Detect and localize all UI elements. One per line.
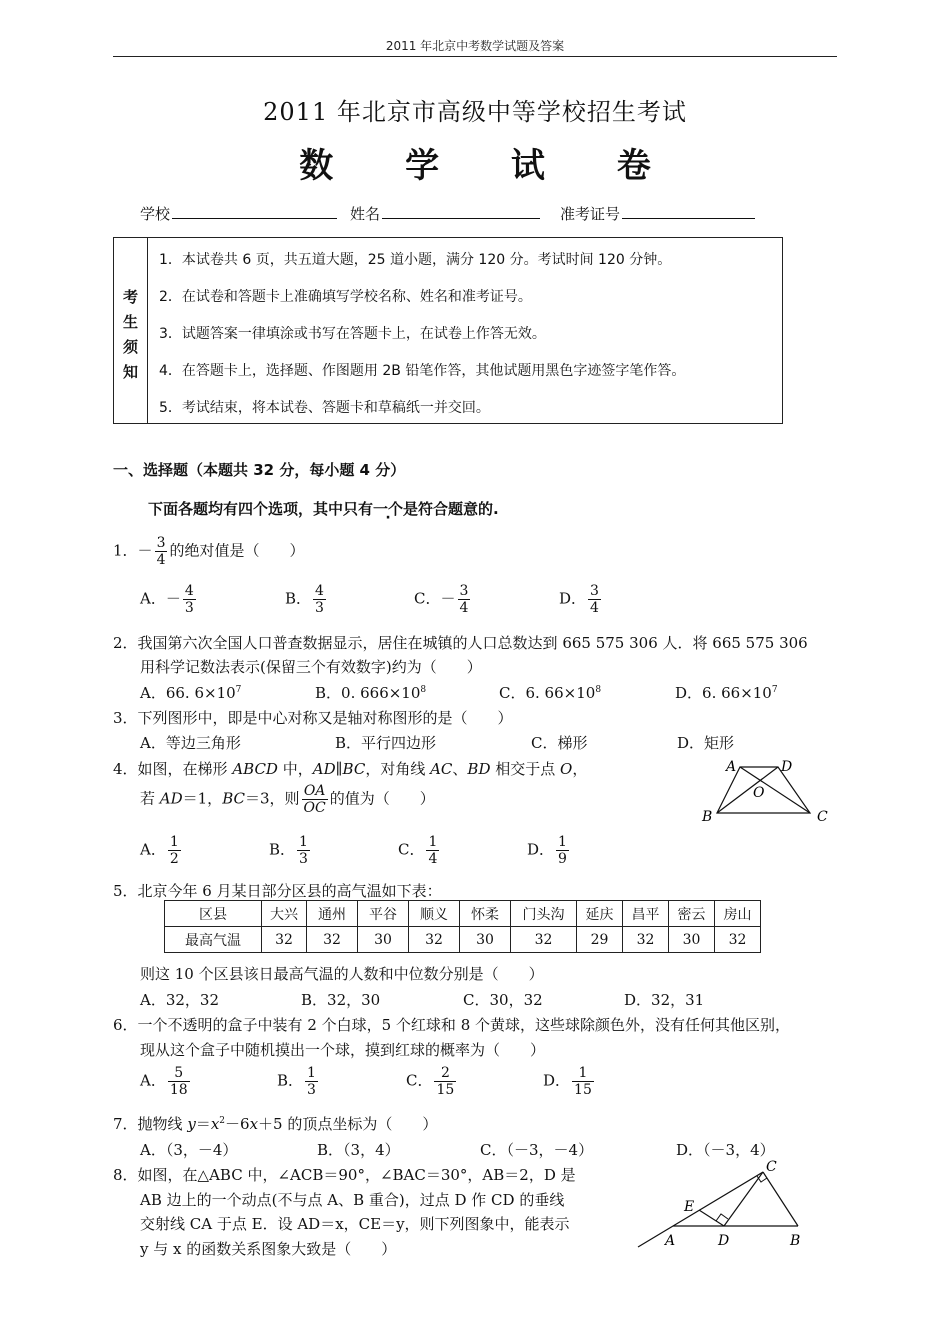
notice-side-char: 须	[122, 338, 138, 356]
question-4-line-2: 若 AD＝1，BC＝3，则 $\frac{OA}{OC}$ 的值为（ ）	[140, 783, 435, 817]
label-A: A	[665, 1233, 676, 1249]
emphasis-text: 一个	[373, 500, 404, 518]
exam-no-label: 准考证号	[560, 205, 621, 223]
q4-option-c[interactable]: C． $\frac{1}{4}$	[398, 834, 438, 868]
label-A: A	[726, 759, 737, 775]
q7-option-b[interactable]: B．（3，4）	[317, 1141, 400, 1159]
table-cell: 怀柔	[460, 901, 511, 927]
question-8-line-3: 交射线 CA 于点 E．设 AD＝x，CE＝y，则下列图象中，能表示	[140, 1215, 570, 1233]
q1-option-d[interactable]: D． $\frac{3}{4}$	[559, 583, 599, 617]
q7-option-c[interactable]: C．（－3，－4）	[480, 1141, 594, 1159]
question-8-line-1: 8．如图，在△ABC 中，∠ACB＝90°，∠BAC＝30°，AB＝2，D 是	[113, 1166, 576, 1184]
q6-option-a[interactable]: A． $\frac{5}{18}$	[140, 1065, 188, 1099]
school-label: 学校	[140, 205, 171, 223]
table-cell: 大兴	[262, 901, 307, 927]
q5-option-c[interactable]: C．30，32	[463, 991, 543, 1009]
notice-item: 1．本试卷共 6 页，共五道大题，25 道小题，满分 120 分。考试时间 120 分钟。	[159, 252, 672, 268]
question-4-line-1: 4．如图，在梯形 ABCD 中，AD∥BC，对角线 AC、BD 相交于点 O，	[113, 760, 588, 778]
q1-option-b[interactable]: B． $\frac{4}{3}$	[285, 583, 324, 617]
running-header: 2011 年北京中考数学试题及答案	[385, 39, 565, 53]
candidate-notice-box	[113, 237, 783, 424]
table-cell: 32	[511, 927, 577, 953]
q4-option-d[interactable]: D． $\frac{1}{9}$	[527, 834, 567, 868]
name-field	[350, 203, 540, 224]
q2-option-c[interactable]: C．6. $66\times 10^8$	[499, 684, 602, 702]
q3-option-d[interactable]: D．矩形	[677, 734, 735, 752]
section-intro: 下面各题均有四个选项，其中只有一个是符合题意的.	[148, 500, 499, 518]
table-cell: 最高气温	[165, 927, 262, 953]
label-C: C	[766, 1159, 777, 1175]
table-row	[165, 927, 761, 953]
q5-option-a[interactable]: A．32，32	[140, 991, 220, 1009]
q4-option-a[interactable]: A． $\frac{1}{2}$	[140, 834, 179, 868]
name-blank[interactable]	[382, 203, 540, 219]
q4-option-b[interactable]: B． $\frac{1}{3}$	[269, 834, 308, 868]
question-8-line-2: AB 边上的一个动点(不与点 A、B 重合)，过点 D 作 CD 的垂线	[140, 1191, 565, 1209]
table-cell: 30	[669, 927, 715, 953]
question-3: 3．下列图形中，即是中心对称又是轴对称图形的是（ ）	[113, 709, 513, 727]
q3-option-a[interactable]: A．等边三角形	[140, 734, 241, 752]
q5-option-b[interactable]: B．32，30	[301, 991, 381, 1009]
table-cell: 32	[715, 927, 761, 953]
header-rule	[113, 56, 837, 57]
question-5: 5．北京今年 6 月某日部分区县的高气温如下表：	[113, 882, 442, 900]
q6-option-b[interactable]: B． $\frac{1}{3}$	[277, 1065, 316, 1099]
notice-item: 5．考试结束，将本试卷、答题卡和草稿纸一并交回。	[159, 400, 490, 416]
question-6-line-1: 6．一个不透明的盒子中装有 2 个白球，5 个红球和 8 个黄球，这些球除颜色外，没有任何其他区别，	[113, 1016, 791, 1034]
table-cell: 昌平	[623, 901, 669, 927]
exam-title: 2011 年北京市高级中等学校招生考试	[263, 98, 687, 126]
label-E: E	[684, 1199, 695, 1215]
label-B: B	[702, 809, 713, 825]
q2-option-b[interactable]: B．0. $666\times 10^8$	[315, 684, 427, 702]
label-O: O	[753, 785, 765, 801]
label-D: D	[781, 759, 793, 775]
q1-option-c[interactable]: C．－ $\frac{3}{4}$	[414, 583, 469, 617]
name-label: 姓名	[350, 205, 381, 223]
table-cell: 房山	[715, 901, 761, 927]
fraction: $\frac{3}{4}$	[156, 535, 166, 569]
table-cell: 密云	[669, 901, 715, 927]
q7-option-d[interactable]: D．（－3，4）	[676, 1141, 775, 1159]
triangle-figure	[630, 1155, 810, 1255]
table-cell: 32	[307, 927, 358, 953]
school-blank[interactable]	[172, 203, 337, 219]
q6-option-c[interactable]: C． $\frac{2}{15}$	[406, 1065, 455, 1099]
q2-option-d[interactable]: D．6. $66\times 10^7$	[675, 684, 778, 702]
notice-item: 3．试题答案一律填涂或书写在答题卡上，在试卷上作答无效。	[159, 326, 546, 342]
question-8-line-4: y 与 x 的函数关系图象大致是（ ）	[140, 1240, 397, 1258]
table-cell: 32	[409, 927, 460, 953]
q5-option-d[interactable]: D．32，31	[624, 991, 705, 1009]
question-1: 1．－ $\frac{3}{4}$ 的绝对值是（ ）	[113, 535, 305, 569]
question-2-line-2: 用科学记数法表示(保留三个有效数字)约为（ ）	[140, 658, 482, 676]
exam-no-blank[interactable]	[622, 203, 755, 219]
q3-option-b[interactable]: B．平行四边形	[335, 734, 437, 752]
question-5-line-2: 则这 10 个区县该日最高气温的人数和中位数分别是（ ）	[140, 965, 544, 983]
table-cell: 32	[623, 927, 669, 953]
table-cell: 延庆	[577, 901, 623, 927]
exam-subtitle: 数 学 试 卷	[299, 146, 681, 186]
trapezoid-figure	[698, 755, 838, 827]
notice-side-char: 生	[122, 313, 138, 331]
school-field	[140, 203, 337, 224]
notice-side-char: 知	[122, 363, 138, 381]
table-cell: 通州	[307, 901, 358, 927]
table-cell: 区县	[165, 901, 262, 927]
notice-item: 2．在试卷和答题卡上准确填写学校名称、姓名和准考证号。	[159, 289, 532, 305]
section-heading: 一、选择题（本题共 32 分，每小题 4 分）	[113, 461, 406, 479]
table-cell: 平谷	[358, 901, 409, 927]
table-row	[165, 901, 761, 927]
label-C: C	[817, 809, 828, 825]
fraction: $\frac{OA}{OC}$	[303, 783, 326, 817]
question-6-line-2: 现从这个盒子中随机摸出一个球，摸到红球的概率为（ ）	[140, 1041, 546, 1059]
label-D: D	[718, 1233, 730, 1249]
temperature-table	[164, 900, 761, 953]
q6-option-d[interactable]: D． $\frac{1}{15}$	[543, 1065, 592, 1099]
question-2-line-1: 2．我国第六次全国人口普查数据显示，居住在城镇的人口总数达到 665 575 306 人．将 665 575 306	[113, 634, 808, 652]
q7-option-a[interactable]: A．（3，－4）	[140, 1141, 238, 1159]
table-cell: 30	[460, 927, 511, 953]
label-B: B	[790, 1233, 801, 1249]
table-cell: 30	[358, 927, 409, 953]
table-cell: 29	[577, 927, 623, 953]
q2-option-a[interactable]: A．66. $6\times 10^7$	[140, 684, 242, 702]
q3-option-c[interactable]: C．梯形	[531, 734, 588, 752]
table-cell: 门头沟	[511, 901, 577, 927]
exam-no-field	[560, 203, 755, 224]
table-cell: 32	[262, 927, 307, 953]
notice-side-label	[114, 238, 148, 423]
q1-option-a[interactable]: A．－ $\frac{4}{3}$	[140, 583, 194, 617]
notice-side-char: 考	[122, 288, 138, 306]
question-7: 7．抛物线 $y=x^2-6x+5$ 的顶点坐标为（ ）	[113, 1115, 438, 1133]
notice-item: 4．在答题卡上，选择题、作图题用 2B 铅笔作答，其他试题用黑色字迹签字笔作答。	[159, 363, 686, 379]
table-cell: 顺义	[409, 901, 460, 927]
